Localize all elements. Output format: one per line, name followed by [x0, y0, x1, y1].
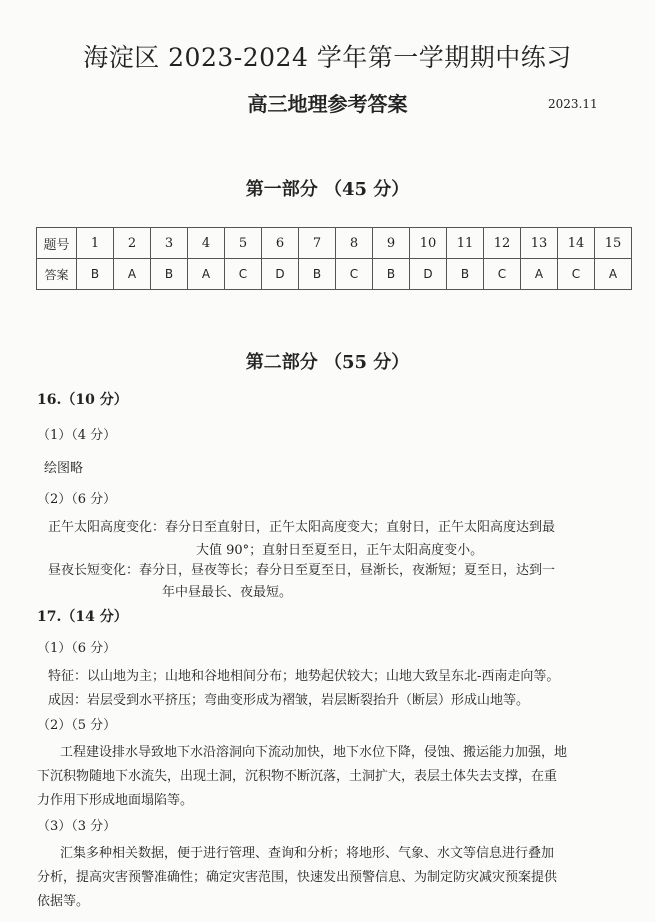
- q17-sub3-label: （3）（3 分）: [37, 819, 117, 834]
- q17-sub3-line: 分析，提高灾害预警准确性；确定灾害范围，快速发出预警信息、为制定防灾减灾预案提供: [37, 870, 558, 885]
- number-row-label: 题号: [37, 228, 77, 259]
- q17-sub2-label: （2）（5 分）: [37, 718, 117, 733]
- part2-title: 第二部分 （55 分）: [245, 352, 410, 373]
- q17-sub3-line: 汇集多种相关数据，便于进行管理、查询和分析；将地形、气象、水文等信息进行叠加: [60, 846, 555, 861]
- q16-sub2-line: 年中昼最长、夜最短。: [162, 585, 293, 600]
- q17-sub1-line: 特征：以山地为主；山地和谷地相间分布；地势起伏较大；山地大致呈东北-西南走向等。: [48, 669, 560, 684]
- question-number: 3: [151, 228, 188, 259]
- number-row: [37, 228, 632, 259]
- question-number: 12: [484, 228, 521, 259]
- q16-heading: 16.（10 分）: [37, 392, 128, 408]
- q17-heading: 17.（14 分）: [37, 609, 128, 625]
- q17-sub2-line: 下沉积物随地下水流失，出现土洞，沉积物不断沉落，土洞扩大，表层土体失去支撑，在重: [37, 769, 558, 784]
- question-number: 4: [188, 228, 225, 259]
- answer-cell: B: [77, 259, 114, 290]
- question-number: 2: [114, 228, 151, 259]
- answer-row: [37, 259, 632, 290]
- document-date: 2023.11: [548, 97, 598, 111]
- question-number: 9: [373, 228, 410, 259]
- question-number: 1: [77, 228, 114, 259]
- answer-cell: C: [336, 259, 373, 290]
- answer-cell: D: [410, 259, 447, 290]
- document-title: 海淀区 2023-2024 学年第一学期期中练习: [83, 43, 572, 72]
- q17-sub2-line: 力作用下形成地面塌陷等。: [37, 793, 194, 808]
- answer-cell: A: [114, 259, 151, 290]
- question-number: 7: [299, 228, 336, 259]
- q16-sub1-text: 绘图略: [44, 461, 84, 476]
- question-number: 10: [410, 228, 447, 259]
- question-number: 15: [595, 228, 632, 259]
- question-number: 13: [521, 228, 558, 259]
- q16-sub1-label: （1）（4 分）: [37, 428, 117, 443]
- q17-sub1-line: 成因：岩层受到水平挤压；弯曲变形成为褶皱，岩层断裂抬升（断层）形成山地等。: [48, 693, 530, 708]
- q16-sub2-line: 正午太阳高度变化：春分日至直射日，正午太阳高度变大；直射日，正午太阳高度达到最: [48, 520, 556, 535]
- q17-sub1-label: （1）（6 分）: [37, 641, 117, 656]
- answer-row-label: 答案: [37, 259, 77, 290]
- question-number: 11: [447, 228, 484, 259]
- question-number: 14: [558, 228, 595, 259]
- answer-cell: C: [558, 259, 595, 290]
- q16-sub2-label: （2）（6 分）: [37, 492, 117, 507]
- part1-title: 第一部分 （45 分）: [245, 179, 410, 200]
- answer-cell: C: [225, 259, 262, 290]
- q16-sub2-line: 昼夜长短变化：春分日，昼夜等长；春分日至夏至日，昼渐长，夜渐短；夏至日，达到一: [48, 563, 556, 578]
- answer-cell: A: [595, 259, 632, 290]
- answer-cell: B: [373, 259, 410, 290]
- q16-sub2-line: 大值 90°；直射日至夏至日，正午太阳高度变小。: [196, 543, 484, 558]
- answer-cell: D: [262, 259, 299, 290]
- answer-cell: A: [521, 259, 558, 290]
- answer-cell: B: [151, 259, 188, 290]
- q17-sub3-line: 依据等。: [37, 894, 90, 909]
- answer-table: [36, 227, 632, 290]
- q17-sub2-line: 工程建设排水导致地下水沿溶洞向下流动加快，地下水位下降，侵蚀、搬运能力加强，地: [60, 745, 568, 760]
- question-number: 5: [225, 228, 262, 259]
- answer-cell: C: [484, 259, 521, 290]
- answer-cell: B: [447, 259, 484, 290]
- document-subtitle: 高三地理参考答案: [247, 92, 408, 116]
- question-number: 6: [262, 228, 299, 259]
- question-number: 8: [336, 228, 373, 259]
- answer-cell: A: [188, 259, 225, 290]
- answer-cell: B: [299, 259, 336, 290]
